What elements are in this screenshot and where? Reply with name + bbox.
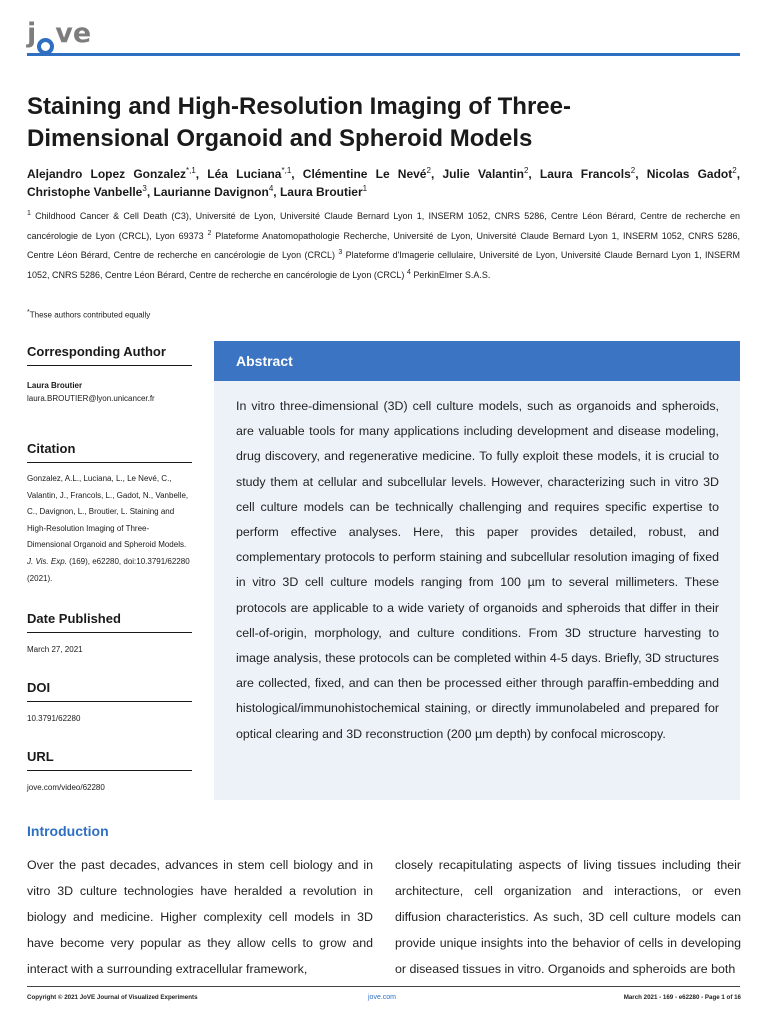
author-affiliation-mark: 1 bbox=[362, 184, 368, 193]
logo-text-suffix: ve bbox=[55, 18, 92, 49]
date-published-value: March 27, 2021 bbox=[27, 645, 83, 654]
author-name: Julie Valantin bbox=[442, 167, 524, 181]
abstract-text: In vitro three-dimensional (3D) cell culture models, such as organoids and spheroids, are valuable tools for many applications including development and disease modeling, drug discovery, and regenerative medicine. To fully exploit these models, it is crucial to study them at cellular and subcellular levels. However, characterizing such in vitro 3D cell culture models can be technically challenging and requires specific expertise to perform effective analyses. Here, this paper provides detailed, robust, and complementary protocols to perform staining and subcellular resolution imaging of fixed in vitro 3D cell culture models ranging from 100 µm to several millimeters. These protocols are applicable to a wide variety of organoids and spheroids that differ in their cell-of-origin, morphology, and culture conditions. From 3D structure harvesting to image analysis, these protocols can be completed within 4-5 days. Briefly, 3D structures are collected, fixed, and can then be processed either through paraffin-embedding and histological/immunohistochemical staining, or directly immunolabeled and prepared for optical clearing and 3D reconstruction (200 µm depth) by confocal microscopy. bbox=[236, 399, 719, 741]
author-item bbox=[280, 185, 367, 199]
author-name: Alejandro Lopez Gonzalez bbox=[27, 167, 186, 181]
affiliation-number: 3 bbox=[338, 249, 343, 256]
author-name: Nicolas Gadot bbox=[646, 167, 733, 181]
author-list: Alejandro Lopez Gonzalez$^{*,1}$, Léa Luciana$^{*,1}$, Clémentine Le Nevé$^2$, Julie Valantin$^2$, Laura Francols$^2$, Nicolas Gadot$^2$, Christophe Vanbelle$^3$, Laurianne Davignon$^4$, Laura Broutier$^1$ bbox=[27, 166, 741, 199]
author-item bbox=[153, 185, 273, 199]
author-affiliation-mark: 2 bbox=[523, 166, 529, 175]
doi-value[interactable]: 10.3791/62280 bbox=[27, 714, 81, 723]
header-divider bbox=[27, 53, 740, 56]
affiliation-list bbox=[27, 207, 740, 285]
footer-copyright: Copyright © 2021 JoVE Journal of Visualized Experiments bbox=[27, 994, 198, 1001]
author-affiliation-mark: 2 bbox=[732, 166, 737, 175]
introduction-column-right: closely recapitulating aspects of living tissues including their architecture, cell organization and interactions, or even diffusion characteristics. As such, 3D cell culture models can provide unique insights into the behavior of cells in developing or diseased tissues in vitro. Organoids and spheroids are both bbox=[395, 858, 741, 976]
corresponding-author-section bbox=[27, 343, 192, 405]
introduction-heading: Introduction bbox=[27, 823, 109, 839]
introduction-column-left: Over the past decades, advances in stem cell biology and in vitro 3D culture technologies have heralded a revolution in biology and medicine. Higher complexity cell models in 3D have become very popular as they allow cells to grow and interact with a surrounding extracellular framework, bbox=[27, 858, 373, 976]
citation-body: Gonzalez, A.L., Luciana, L., Le Nevé, C., Valantin, J., Francols, L., Gadot, N., Vanbelle, C., Davignon, L., Broutier, L. Staining and High-Resolution Imaging of Three-Dimensional Organoid and Spheroid Models. bbox=[27, 474, 189, 550]
author-item bbox=[540, 167, 635, 181]
citation-heading: Citation bbox=[27, 440, 192, 463]
author-item bbox=[647, 167, 737, 181]
author-affiliation-mark: 3 bbox=[142, 184, 147, 193]
url-value[interactable]: jove.com/video/62280 bbox=[27, 783, 105, 792]
affiliation-number: 1 bbox=[27, 210, 31, 217]
affiliation-text: Plateforme d'Imagerie cellulaire, Université de Lyon, Université Claude Bernard Lyon 1, INSERM 1052, CNRS 5286, Centre Léon Bérard, Centre de recherche en cancérologie de Lyon (CRCL) bbox=[27, 250, 740, 280]
author-name: Laura Francols bbox=[539, 167, 631, 181]
author-item bbox=[27, 185, 147, 199]
affiliation-number: 4 bbox=[406, 268, 411, 276]
equal-contribution-note bbox=[27, 307, 150, 322]
author-affiliation-mark: *,1 bbox=[281, 166, 292, 175]
author-item bbox=[27, 167, 196, 181]
date-published-heading: Date Published bbox=[27, 610, 192, 633]
article-title: Staining and High-Resolution Imaging of Three-Dimensional Organoid and Spheroid Models bbox=[27, 93, 571, 152]
doi-heading: DOI bbox=[27, 679, 192, 702]
equal-contribution-mark: * bbox=[27, 309, 30, 316]
affiliation-text: Plateforme Anatomopathologie Recherche, Université de Lyon, Université Claude Bernard Lyon 1, INSERM 1052, CNRS 5286, Centre Léon Bérard, Centre de recherche en cancérologie de Lyon (CRCL) bbox=[27, 230, 741, 260]
footer-site-link[interactable]: jove.com bbox=[368, 994, 397, 1001]
author-name: Laura Broutier bbox=[279, 185, 363, 199]
url-heading: URL bbox=[27, 748, 192, 771]
author-affiliation-mark: 4 bbox=[268, 184, 274, 193]
logo-text-prefix: j bbox=[27, 18, 37, 49]
author-name: Clémentine Le Nevé bbox=[302, 167, 427, 181]
affiliation-text: PerkinElmer S.A.S. bbox=[410, 269, 491, 280]
author-item bbox=[207, 167, 291, 181]
abstract-box bbox=[214, 381, 740, 800]
affiliation-number: 2 bbox=[207, 229, 212, 237]
author-name: Léa Luciana bbox=[207, 167, 282, 181]
abstract-heading: Abstract bbox=[214, 341, 740, 381]
equal-contribution-text: These authors contributed equally bbox=[29, 310, 151, 320]
corresponding-author-heading: Corresponding Author bbox=[27, 343, 192, 366]
doi-section bbox=[27, 679, 192, 726]
date-published-section bbox=[27, 610, 192, 657]
jove-logo[interactable] bbox=[27, 14, 91, 54]
affiliation-text: Childhood Cancer & Cell Death (C3), Université de Lyon, Université Claude Bernard Lyon 1, INSERM 1052, CNRS 5286, Centre Léon Bérard, Centre de recherche en cancérologie de Lyon (CRCL), Lyon 69373 bbox=[27, 211, 740, 241]
author-name: Christophe Vanbelle bbox=[27, 185, 143, 199]
footer-page-info: March 2021 - 169 - e62280 - Page 1 of 16 bbox=[623, 994, 741, 1001]
author-name: Laurianne Davignon bbox=[153, 185, 269, 199]
author-item bbox=[442, 167, 528, 181]
author-affiliation-mark: 2 bbox=[630, 166, 636, 175]
url-section bbox=[27, 748, 192, 795]
corresponding-author-email[interactable]: laura.BROUTIER@lyon.unicancer.fr bbox=[27, 393, 155, 403]
citation-text bbox=[27, 463, 192, 587]
author-item bbox=[303, 167, 431, 181]
citation-details: (169), e62280, doi:10.3791/62280 (2021). bbox=[27, 556, 190, 583]
corresponding-author-name: Laura Broutier bbox=[27, 381, 83, 390]
author-affiliation-mark: 2 bbox=[426, 166, 431, 175]
author-affiliation-mark: *,1 bbox=[186, 166, 196, 175]
citation-section bbox=[27, 440, 192, 587]
footer-divider bbox=[27, 986, 740, 987]
citation-journal: J. Vis. Exp. bbox=[27, 556, 67, 566]
